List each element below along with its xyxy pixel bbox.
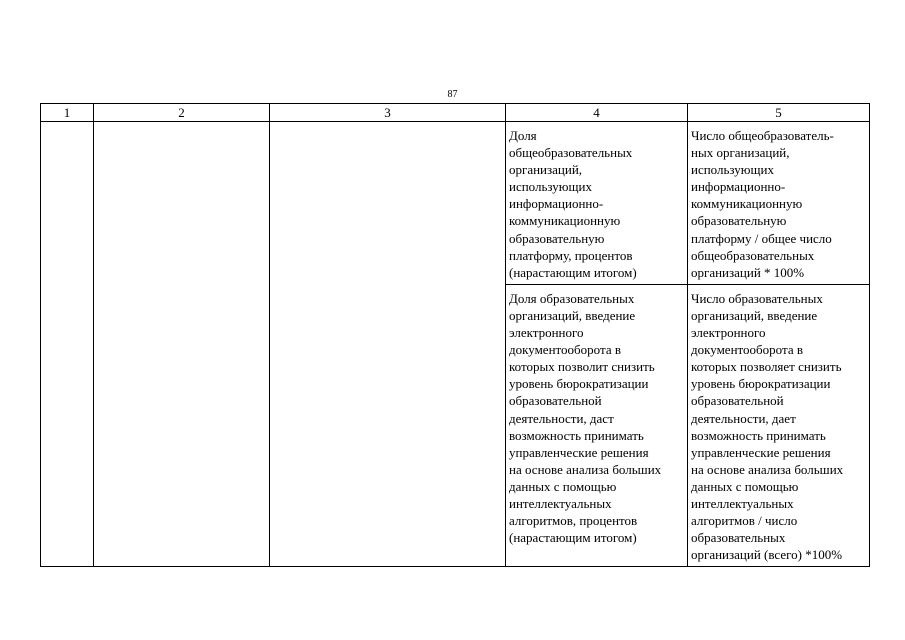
text-line: организаций * 100% bbox=[691, 264, 805, 280]
text-line: на основе анализа больших bbox=[691, 461, 844, 477]
text-line: платформу / общее число bbox=[691, 230, 832, 246]
text-line: общеобразовательных bbox=[691, 247, 815, 263]
cell-col-3 bbox=[270, 122, 506, 567]
indicator-name-cell bbox=[506, 122, 688, 285]
text-line: данных с помощью bbox=[509, 478, 617, 494]
text-line: образовательных bbox=[691, 530, 786, 546]
text-line: управленческие решения bbox=[691, 444, 831, 460]
text-line: организаций, введение bbox=[509, 307, 636, 323]
calculation-method-text bbox=[688, 285, 869, 567]
text-line: Число общеобразователь- bbox=[691, 128, 834, 143]
text-line: Число образовательных bbox=[691, 290, 823, 306]
header-cell-4: 4 bbox=[506, 104, 688, 122]
text-line: возможность принимать bbox=[509, 427, 644, 443]
text-line: информационно- bbox=[691, 179, 786, 195]
text-line: Доля образовательных bbox=[509, 290, 635, 306]
text-line: (нарастающим итогом) bbox=[509, 530, 637, 546]
indicator-name-text bbox=[506, 285, 687, 549]
indicators-table bbox=[40, 103, 870, 567]
text-line: использующих bbox=[691, 162, 774, 178]
header-cell-1: 1 bbox=[41, 104, 94, 122]
indicator-name-cell bbox=[506, 284, 688, 567]
text-line: деятельности, даст bbox=[509, 410, 614, 426]
text-line: уровень бюрократизации bbox=[691, 376, 831, 392]
text-line: документооборота в bbox=[691, 342, 803, 358]
text-line: организаций, введение bbox=[691, 307, 818, 323]
header-cell-5: 5 bbox=[688, 104, 870, 122]
text-line: управленческие решения bbox=[509, 444, 649, 460]
text-line: информационно- bbox=[509, 196, 604, 212]
header-cell-3: 3 bbox=[270, 104, 506, 122]
text-line: которых позволит снизить bbox=[509, 359, 655, 375]
text-line: интеллектуальных bbox=[691, 495, 794, 511]
text-line: документооборота в bbox=[509, 342, 621, 358]
text-line: ных организаций, bbox=[691, 145, 790, 161]
text-line: алгоритмов / число bbox=[691, 513, 798, 529]
text-line: коммуникационную bbox=[509, 213, 621, 229]
text-line: данных с помощью bbox=[691, 478, 799, 494]
header-cell-2: 2 bbox=[94, 104, 270, 122]
text-line: образовательной bbox=[509, 393, 602, 409]
text-line: уровень бюрократизации bbox=[509, 376, 649, 392]
text-line: общеобразовательных bbox=[509, 145, 633, 161]
text-line: алгоритмов, процентов bbox=[509, 513, 638, 529]
text-line: которых позволяет снизить bbox=[691, 359, 842, 375]
text-line: Доля bbox=[509, 128, 537, 143]
text-line: платформу, процентов bbox=[509, 247, 633, 263]
text-line: использующих bbox=[509, 179, 592, 195]
calculation-method-text bbox=[688, 122, 869, 284]
calculation-method-cell bbox=[688, 122, 870, 285]
text-line: интеллектуальных bbox=[509, 495, 612, 511]
table-row bbox=[41, 122, 870, 285]
text-line: образовательную bbox=[509, 230, 605, 246]
page-number: 87 bbox=[447, 89, 458, 100]
text-line: деятельности, дает bbox=[691, 410, 796, 426]
text-line: на основе анализа больших bbox=[509, 461, 662, 477]
text-line: организаций (всего) *100% bbox=[691, 547, 843, 563]
calculation-method-cell bbox=[688, 284, 870, 567]
text-line: электронного bbox=[509, 325, 584, 341]
indicator-name-text bbox=[506, 122, 687, 284]
text-line: коммуникационную bbox=[691, 196, 803, 212]
text-line: организаций, bbox=[509, 162, 583, 178]
cell-col-1 bbox=[41, 122, 94, 567]
text-line: электронного bbox=[691, 325, 766, 341]
text-line: (нарастающим итогом) bbox=[509, 264, 637, 280]
text-line: образовательной bbox=[691, 393, 784, 409]
text-line: образовательную bbox=[691, 213, 787, 229]
cell-col-2 bbox=[94, 122, 270, 567]
table-header-row bbox=[41, 104, 870, 122]
text-line: возможность принимать bbox=[691, 427, 826, 443]
